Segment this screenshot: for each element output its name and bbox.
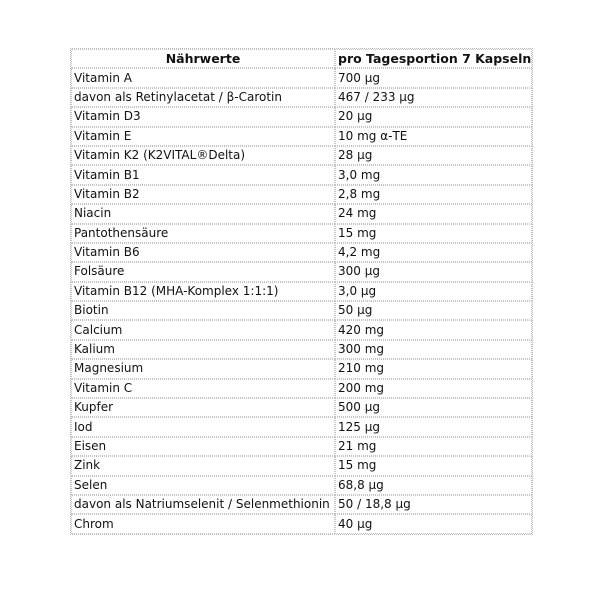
- nutrient-name: Selen: [71, 476, 335, 495]
- nutrient-name: Vitamin E: [71, 127, 335, 146]
- table-row: [71, 127, 532, 146]
- table-row: [71, 340, 532, 359]
- table-row: [71, 379, 532, 398]
- nutrient-amount: 2,8 mg: [335, 185, 532, 204]
- nutrient-name: Vitamin B6: [71, 243, 335, 262]
- nutrient-amount: 68,8 µg: [335, 476, 532, 495]
- nutrient-amount: 10 mg α-TE: [335, 127, 532, 146]
- table-row: [71, 514, 532, 533]
- nutrient-amount: 467 / 233 µg: [335, 88, 532, 107]
- table-header-row: [71, 49, 532, 68]
- nutrient-amount: 3,0 mg: [335, 165, 532, 184]
- table-row: [71, 107, 532, 126]
- table-row: [71, 88, 532, 107]
- nutrition-table: [70, 48, 533, 535]
- nutrient-name: Vitamin A: [71, 68, 335, 87]
- table-row: [71, 398, 532, 417]
- table-row: [71, 437, 532, 456]
- nutrient-name: Niacin: [71, 204, 335, 223]
- nutrient-name: Vitamin D3: [71, 107, 335, 126]
- nutrient-amount: 50 / 18,8 µg: [335, 495, 532, 514]
- nutrient-name: Eisen: [71, 437, 335, 456]
- nutrient-amount: 420 mg: [335, 320, 532, 339]
- nutrient-name: Vitamin B1: [71, 165, 335, 184]
- table-row: [71, 262, 532, 281]
- nutrient-amount: 3,0 µg: [335, 282, 532, 301]
- table-row: [71, 224, 532, 243]
- header-amount: pro Tagesportion 7 Kapseln: [335, 49, 532, 68]
- nutrient-name: Vitamin K2 (K2VITAL®Delta): [71, 146, 335, 165]
- nutrient-amount: 24 mg: [335, 204, 532, 223]
- nutrient-amount: 21 mg: [335, 437, 532, 456]
- table-row: [71, 282, 532, 301]
- nutrient-name: Folsäure: [71, 262, 335, 281]
- table-row: [71, 146, 532, 165]
- nutrient-name: Vitamin C: [71, 379, 335, 398]
- nutrient-amount: 28 µg: [335, 146, 532, 165]
- table-row: [71, 320, 532, 339]
- nutrient-amount: 40 µg: [335, 514, 532, 533]
- nutrient-amount: 50 µg: [335, 301, 532, 320]
- table-row: [71, 165, 532, 184]
- nutrient-name: Kalium: [71, 340, 335, 359]
- nutrient-amount: 300 µg: [335, 262, 532, 281]
- nutrient-amount: 20 µg: [335, 107, 532, 126]
- nutrition-table-container: [70, 48, 531, 535]
- table-row: [71, 185, 532, 204]
- nutrient-name: Vitamin B2: [71, 185, 335, 204]
- nutrient-name: davon als Natriumselenit / Selenmethionin: [71, 495, 335, 514]
- header-nutrient: Nährwerte: [71, 49, 335, 68]
- nutrient-name: Kupfer: [71, 398, 335, 417]
- nutrient-name: Calcium: [71, 320, 335, 339]
- table-row: [71, 456, 532, 475]
- nutrient-amount: 500 µg: [335, 398, 532, 417]
- table-row: [71, 476, 532, 495]
- nutrient-amount: 700 µg: [335, 68, 532, 87]
- table-row: [71, 68, 532, 87]
- table-row: [71, 204, 532, 223]
- nutrient-amount: 300 mg: [335, 340, 532, 359]
- table-row: [71, 359, 532, 378]
- table-row: [71, 495, 532, 514]
- nutrient-name: Pantothensäure: [71, 224, 335, 243]
- nutrient-name: Vitamin B12 (MHA-Komplex 1:1:1): [71, 282, 335, 301]
- nutrient-name: Biotin: [71, 301, 335, 320]
- nutrient-amount: 15 mg: [335, 456, 532, 475]
- nutrient-amount: 15 mg: [335, 224, 532, 243]
- nutrient-amount: 210 mg: [335, 359, 532, 378]
- table-row: [71, 243, 532, 262]
- nutrient-amount: 4,2 mg: [335, 243, 532, 262]
- nutrient-name: Chrom: [71, 514, 335, 533]
- nutrient-name: Zink: [71, 456, 335, 475]
- nutrient-amount: 200 mg: [335, 379, 532, 398]
- nutrient-name: davon als Retinylacetat / β-Carotin: [71, 88, 335, 107]
- nutrient-name: Magnesium: [71, 359, 335, 378]
- table-row: [71, 417, 532, 436]
- table-row: [71, 301, 532, 320]
- nutrient-name: Iod: [71, 417, 335, 436]
- nutrient-amount: 125 µg: [335, 417, 532, 436]
